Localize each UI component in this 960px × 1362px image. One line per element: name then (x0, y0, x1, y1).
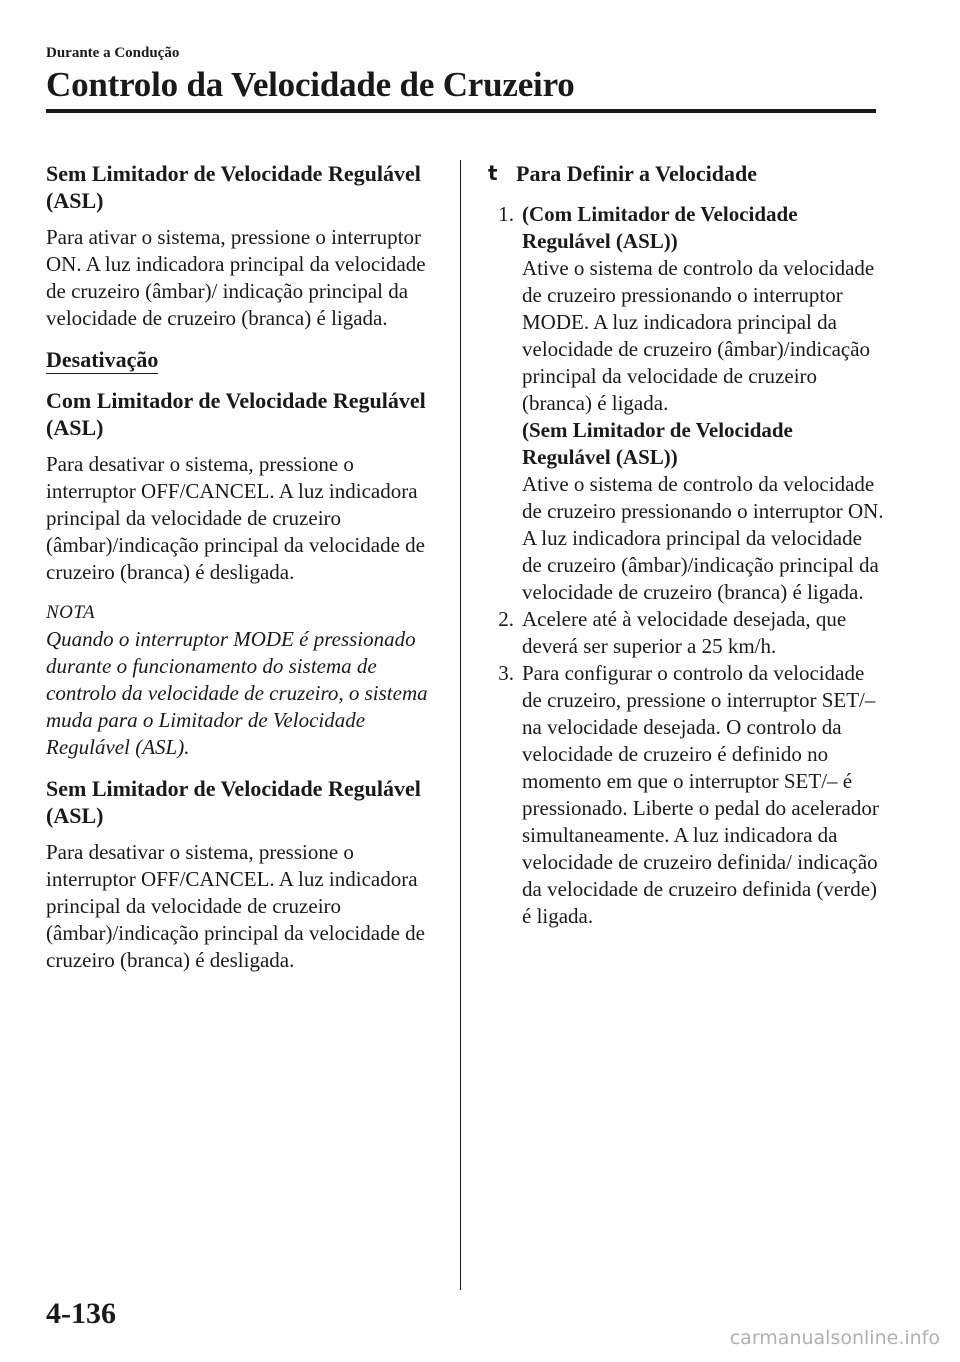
step-3 (484, 660, 884, 930)
heading-sem-asl-activate: Sem Limitador de Velocidade Regulável (ASL) (46, 161, 421, 213)
left-column (46, 160, 438, 988)
section-label: Durante a Condução (46, 45, 180, 61)
step-body (522, 606, 884, 660)
section-heading-set-speed (484, 160, 884, 187)
subheading-desativacao (46, 346, 438, 373)
section-title-set-speed: Para Definir a Velocidade (516, 161, 757, 186)
step-body (522, 660, 884, 930)
step-number: 1. (498, 202, 514, 226)
page-header (46, 44, 876, 106)
step-body (522, 201, 884, 606)
column-divider (460, 160, 461, 1290)
page-number: 4-136 (46, 1297, 116, 1330)
note-text: Quando o interruptor MODE é pressionado durante o funcionamento do sistema de controlo da velocidade de cruzeiro, o sistema muda para o Limitador de Velocidade Regulável (ASL). (46, 627, 428, 759)
step-1-text-sem: Ative o sistema de controlo da velocidade de cruzeiro pressionando o interruptor ON. A luz indicadora principal da velocidade de cruzeiro (âmbar)/indicação principal da velocidade de cruzeiro (branca) é ligada. (522, 472, 884, 604)
watermark: carmanualsonline.info (729, 1327, 940, 1349)
paragraph-deactivate-sem: Para desativar o sistema, pressione o interruptor OFF/CANCEL. A luz indicadora principal da velocidade de cruzeiro (âmbar)/indicação principal da velocidade de cruzeiro (branca) é desligada. (46, 840, 425, 972)
heading-com-asl: Com Limitador de Velocidade Regulável (ASL) (46, 388, 426, 440)
note-label: NOTA (46, 602, 96, 623)
step-number: 2. (498, 607, 514, 631)
right-column (484, 160, 884, 930)
section-bullet-icon: t (488, 161, 498, 185)
step-2-text: Acelere até à velocidade desejada, que deverá ser superior a 25 km/h. (522, 607, 847, 658)
paragraph-activate: Para ativar o sistema, pressione o interruptor ON. A luz indicadora principal da velocidade de cruzeiro (âmbar)/ indicação principal da velocidade de cruzeiro (branca) é ligada. (46, 225, 426, 330)
step-1-text-com: Ative o sistema de controlo da velocidade de cruzeiro pressionando o interruptor MODE. A luz indicadora principal da velocidade de cruzeiro (âmbar)/indicação principal da velocidade de cruzeiro (branca) é ligada. (522, 256, 875, 415)
step-1-condition-sem: (Sem Limitador de Velocidade Regulável (ASL)) (522, 418, 793, 469)
step-number: 3. (498, 661, 514, 685)
step-1-condition-com: (Com Limitador de Velocidade Regulável (ASL)) (522, 202, 798, 253)
heading-sem-asl-deactivate: Sem Limitador de Velocidade Regulável (ASL) (46, 776, 421, 828)
subheading-desativacao-text: Desativação (46, 347, 159, 372)
step-2 (484, 606, 884, 660)
step-1 (484, 201, 884, 606)
paragraph-deactivate-com: Para desativar o sistema, pressione o interruptor OFF/CANCEL. A luz indicadora principal da velocidade de cruzeiro (âmbar)/indicação principal da velocidade de cruzeiro (branca) é desligada. (46, 452, 425, 584)
page-title: Controlo da Velocidade de Cruzeiro (46, 65, 575, 104)
step-3-text: Para configurar o controlo da velocidade de cruzeiro, pressione o interruptor SET/– na velocidade desejada. O controlo da velocidade de cruzeiro é definido no momento em que o interruptor SET/– é pressionado. Liberte o pedal do acelerador simultaneamente. A luz indicadora da velocidade de cruzeiro definida/ indicação da velocidade de cruzeiro definida (verde) é ligada. (522, 661, 879, 928)
header-rule (46, 109, 876, 113)
